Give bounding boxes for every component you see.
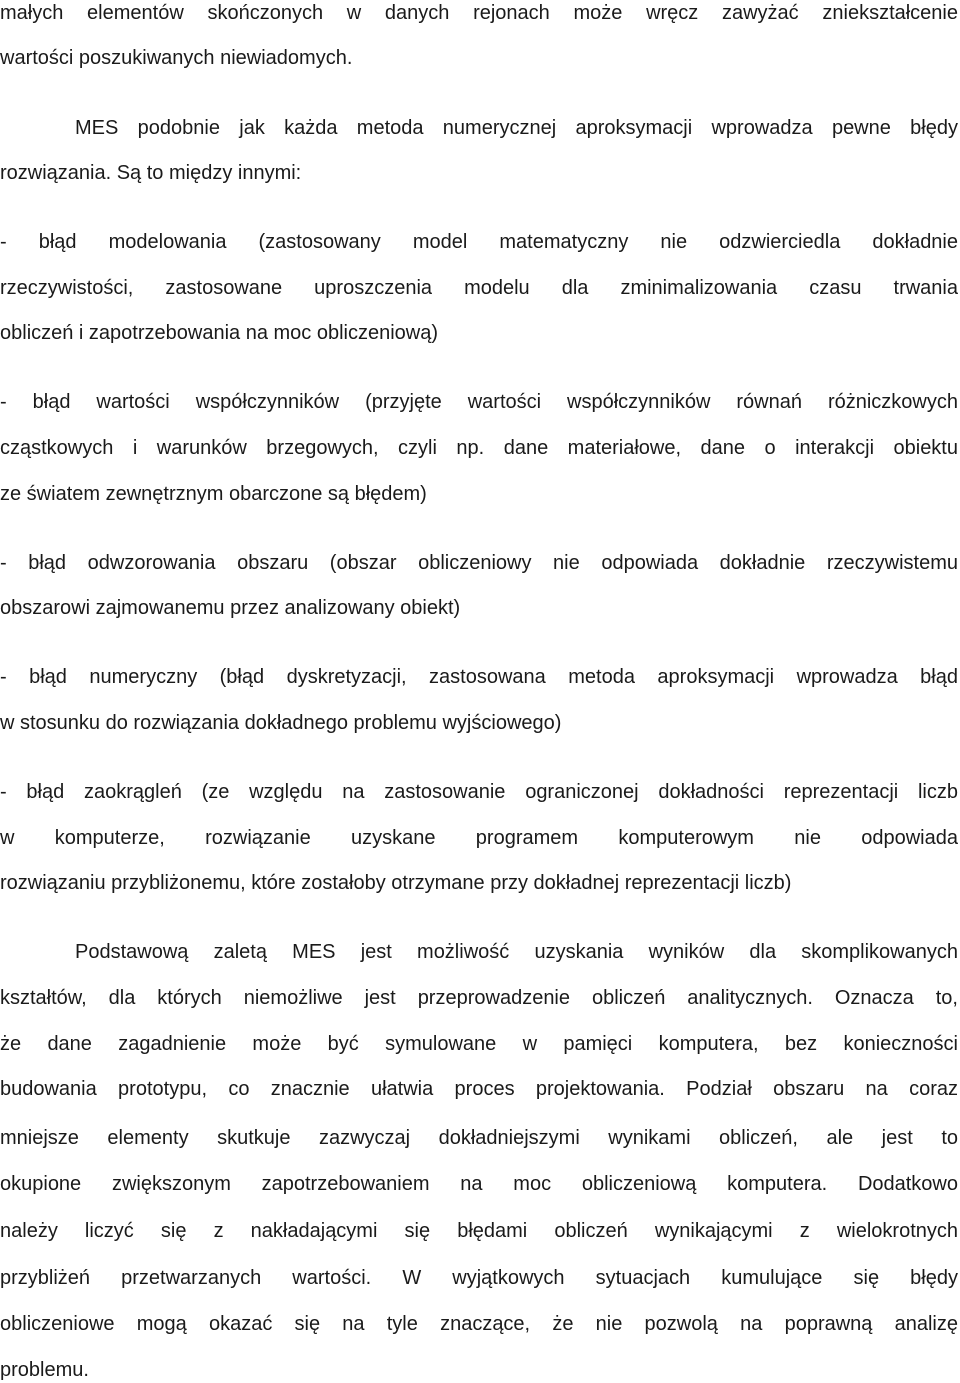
text-line-25: przybliżeń przetwarzanych wartości. W wyjątkowych sytuacjach kumulujące się błędy [0,1267,958,1289]
text-line-15: - błąd zaokrągleń (ze względu na zastosowanie ograniczonej dokładności reprezentacji liczb [0,781,958,803]
text-line-22: mniejsze elementy skutkuje zazwyczaj dokładniejszymi wynikami obliczeń, ale jest to [0,1127,958,1149]
text-line-1: małych elementów skończonych w danych rejonach może wręcz zawyżać zniekształcenie [0,2,958,24]
text-line-19: kształtów, dla których niemożliwe jest przeprowadzenie obliczeń analitycznych. Oznacza to, [0,987,958,1009]
text-line-5: - błąd modelowania (zastosowany model matematyczny nie odzwierciedla dokładnie [0,231,958,253]
text-line-26: obliczeniowe mogą okazać się na tyle znaczące, że nie pozwolą na poprawną analizę [0,1313,958,1335]
text-line-20: że dane zagadnienie może być symulowane w pamięci komputera, bez konieczności [0,1033,958,1055]
text-line-12: obszarowi zajmowanemu przez analizowany obiekt) [0,597,461,619]
text-line-13: - błąd numeryczny (błąd dyskretyzacji, zastosowana metoda aproksymacji wprowadza błąd [0,666,958,688]
text-line-2: wartości poszukiwanych niewiadomych. [0,47,353,69]
text-line-10: ze światem zewnętrznym obarczone są błędem) [0,483,427,505]
text-line-8: - błąd wartości współczynników (przyjęte wartości współczynników równań różniczkowych [0,391,958,413]
text-line-7: obliczeń i zapotrzebowania na moc obliczeniową) [0,322,439,344]
text-line-27: problemu. [0,1359,89,1381]
text-line-14: w stosunku do rozwiązania dokładnego problemu wyjściowego) [0,712,562,734]
text-line-17: rozwiązaniu przybliżonemu, które zostałoby otrzymane przy dokładnej reprezentacji liczb) [0,872,792,894]
text-line-18: Podstawową zaletą MES jest możliwość uzyskania wyników dla skomplikowanych [75,941,958,963]
text-line-16: w komputerze, rozwiązanie uzyskane programem komputerowym nie odpowiada [0,827,958,849]
text-line-3: MES podobnie jak każda metoda numerycznej aproksymacji wprowadza pewne błędy [75,117,958,139]
text-line-6: rzeczywistości, zastosowane uproszczenia modelu dla zminimalizowania czasu trwania [0,277,958,299]
text-line-23: okupione zwiększonym zapotrzebowaniem na moc obliczeniową komputera. Dodatkowo [0,1173,958,1195]
text-line-21: budowania prototypu, co znacznie ułatwia proces projektowania. Podział obszaru na coraz [0,1078,958,1100]
text-line-11: - błąd odwzorowania obszaru (obszar obliczeniowy nie odpowiada dokładnie rzeczywistemu [0,552,958,574]
text-line-9: cząstkowych i warunków brzegowych, czyli np. dane materiałowe, dane o interakcji obiektu [0,437,958,459]
text-line-4: rozwiązania. Są to między innymi: [0,162,302,184]
text-line-24: należy liczyć się z nakładającymi się błędami obliczeń wynikającymi z wielokrotnych [0,1220,958,1242]
